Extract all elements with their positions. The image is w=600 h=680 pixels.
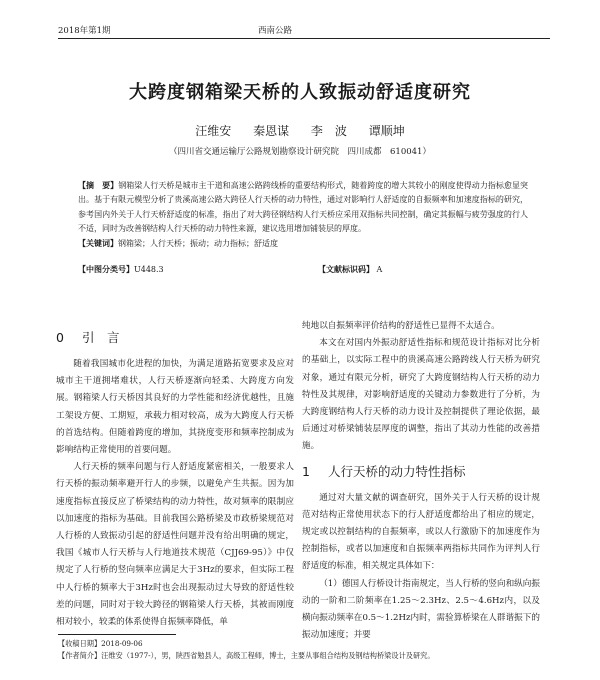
right-column <box>302 318 540 644</box>
abstract-label: 【摘 要】 <box>78 180 119 190</box>
author-name: 汪维安 <box>195 124 232 138</box>
section-title: 引 言 <box>81 330 120 345</box>
section-number: 0 <box>56 330 64 345</box>
section-heading-1 <box>302 460 540 484</box>
keywords-text: 钢箱梁；人行天桥；振动；动力指标；舒适度 <box>118 239 278 249</box>
header-rule <box>58 38 550 39</box>
body-paragraph: 随着我国城市化进程的加快，为满足道路拓宽要求及应对城市主干道拥堵难状，人行天桥逐渐向轻柔、大跨度方向发展。钢箱梁人行天桥因其良好的力学性能和经济优越性，且施工架设方便、工期短，承载力相对较高，成为大跨度人行天桥的首选结构。但随着跨度的增加，其挠度变形和频率控制成为影响结构正常使用的首要问题。 <box>56 359 294 456</box>
section-number: 1 <box>302 463 310 479</box>
abstract-text: 钢箱梁人行天桥是城市主干道和高速公路跨线桥的重要结构形式，随着跨度的增大其较小的刚度使得动力指标愈显突出。基于有限元模型分析了贵溪高速公路大跨径人行天桥的动力特性，通过对影响行人舒适度的自振频率和加速度指标的研究，参考国内外关于人行天桥舒适度的标准，指出了对大跨径钢结构人行天桥应采用双指标共同控制，确定其振幅与疲劳强度的行人不适，同时为改善钢结构人行天桥的动力特性来源，建议选用增加铺装层的厚度。 <box>78 181 529 233</box>
classification-row <box>78 264 528 275</box>
abstract-block <box>78 178 528 251</box>
journal-name: 西南公路 <box>258 26 293 36</box>
author-bio: 【作者简介】汪维安（1977-），男，陕西省勉县人，高级工程师，博士，主要从事组合结构及钢结构桥梁设计及研究。 <box>58 651 435 660</box>
clc-value: U448.3 <box>134 265 164 274</box>
footnote-rule <box>58 634 176 635</box>
body-paragraph: 人行天桥的频率问题与行人舒适度紧密相关，一般要求人行天桥的振动频率避开行人的步频，以避免产生共振。因为加速度指标直接反应了桥梁结构的动力特性，故对频率的限制应以加速度的指标为基础。目前我国公路桥梁及市政桥梁规范对人行桥的人致振动引起的舒适性问题并没有给出明确的规定，我国《城市人行天桥与人行地道技术规范（CJJ69-95）》中仅规定了人行桥的竖向频率应满足大于3Hz的要求，但实际工程中人行桥的频率大于3Hz时也会出现振动过大导致的舒适性较差的问题，同时对于较大跨径的钢箱梁人行天桥，其被而刚度相对较小，较柔的体系使得自振频率降低，单 <box>56 462 294 628</box>
author-list <box>0 122 600 139</box>
doc-label: 【文献标识码】 <box>318 264 374 274</box>
author-name: 秦恩谋 <box>253 124 290 138</box>
body-paragraph: （1）德国人行桥设计指南规定，当人行桥的竖向和纵向振动的一阶和二阶频率在1.25～2.3Hz、2.5～4.6Hz内，以及横向振动频率在0.5～1.2Hz内时，需验算桥梁在人群谐振下的振动加速度；并要 <box>302 578 540 641</box>
affiliation: （四川省交通运输厅公路规划勘察设计研究院 四川成都 610041） <box>169 147 431 157</box>
body-paragraph: 纯地以自振频率评价结构的舒适性已显得不太适合。 <box>302 321 500 331</box>
footnotes <box>58 638 558 662</box>
doc-value: A <box>376 265 383 274</box>
author-name: 李 波 <box>310 124 347 138</box>
received-date: 【收稿日期】2018-09-06 <box>58 639 143 648</box>
keywords-label: 【关键词】 <box>78 238 118 249</box>
issue-label: 2018年第1期 <box>58 26 111 36</box>
paper-title: 大跨度钢箱梁天桥的人致振动舒适度研究 <box>129 82 471 103</box>
body-paragraph: 本文在对国内外振动舒适性指标和规范设计指标对比分析的基础上，以实际工程中的贵溪高速公路跨线人行天桥为研究对象，通过有限元分析，研究了大跨度钢结构人行天桥的动力特性及其规律，对影响舒适度的关键动力参数进行了分析，为大跨度钢结构人行天桥的动力设计及控制提供了理论依据，最后通过对桥梁铺装层厚度的调整，指出了其动力性能的改善措施。 <box>302 338 540 452</box>
body-paragraph: 通过对大量文献的调查研究，国外关于人行天桥的设计规范对结构正常使用状态下的行人舒适度都给出了相应的规定，规定或以控制结构的自振频率，或以人行激励下的加速度作为控制指标，或者以加速度和自振频率两指标共同作为评判人行舒适度的标准，相关规定具体如下： <box>302 492 540 572</box>
section-title: 人行天桥的动力特性指标 <box>327 463 466 479</box>
left-column <box>56 322 294 631</box>
doc-code <box>318 264 382 275</box>
running-header <box>58 24 550 38</box>
author-name: 谭顺坤 <box>368 124 405 138</box>
section-heading-intro <box>56 326 294 350</box>
clc-label: 【中图分类号】 <box>78 264 134 274</box>
